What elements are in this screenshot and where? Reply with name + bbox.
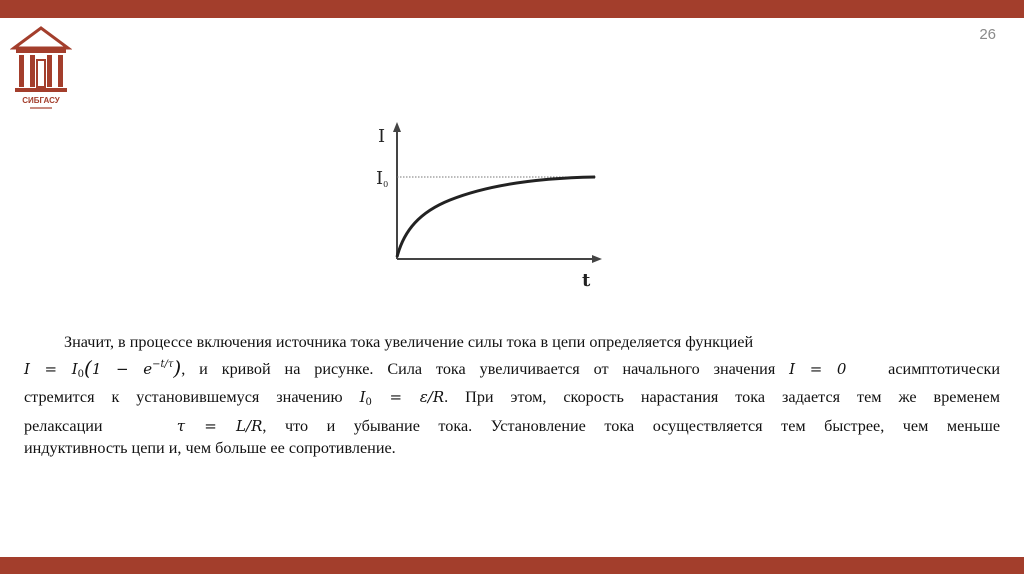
body-text (24, 331, 1000, 460)
level-label-sub: 0 (383, 180, 389, 189)
formula-current-lhs: I = I (24, 359, 78, 378)
formula-steady-rhs: = ε/R (371, 388, 445, 406)
text-line-3 (24, 386, 1000, 415)
page-number: 26 (979, 26, 996, 43)
y-axis-label: I (378, 126, 386, 147)
formula-steady-sub: 0 (365, 397, 372, 408)
text-line-3b: . При этом, скорость нарастания тока задается тем же временем (444, 388, 1000, 406)
level-label-main: I (376, 168, 384, 189)
current-curve (397, 177, 595, 257)
text-line-4a: релаксации (24, 416, 103, 435)
text-line-4b: , что и убывание тока. Установление тока осуществляется тем быстрее, чем меньше (262, 416, 1000, 435)
formula-relaxation: τ = L/R (176, 416, 263, 435)
logo-caption: СИБГАСУ (22, 96, 60, 105)
x-axis-arrow (592, 255, 602, 263)
formula-steady-lhs: I (359, 388, 366, 406)
formula-current-sub: 0 (77, 368, 85, 380)
text-line-1: Значит, в процессе включения источника тока увеличение силы тока в цепи определяется функцией (64, 333, 754, 351)
text-line-5: индуктивность цепи и, чем больше ее сопротивление. (24, 439, 396, 457)
university-logo (10, 22, 72, 114)
top-bar (0, 0, 1024, 18)
formula-steady (360, 388, 445, 406)
level-label (376, 168, 388, 189)
current-growth-graph (360, 112, 610, 297)
text-line-2a: , и кривой на рисунке. Сила тока увеличивается от начального значения (181, 359, 776, 378)
text-line-4 (24, 415, 1000, 438)
formula-current-exp: −t/τ (152, 358, 174, 370)
y-axis-arrow (393, 122, 401, 132)
formula-current (24, 355, 182, 380)
text-line-2b: асимптотически (888, 359, 1001, 378)
formula-initial: I = 0 (789, 359, 847, 378)
formula-paren-close: ) (173, 355, 182, 380)
formula-current-mid: 1 − e (91, 359, 153, 378)
text-line-2 (24, 354, 1000, 387)
text-line-3a: стремится к установившемуся значению (24, 388, 343, 406)
x-axis-label: t (582, 270, 591, 291)
formula-paren-open: ( (84, 355, 92, 380)
bottom-bar (0, 557, 1024, 574)
